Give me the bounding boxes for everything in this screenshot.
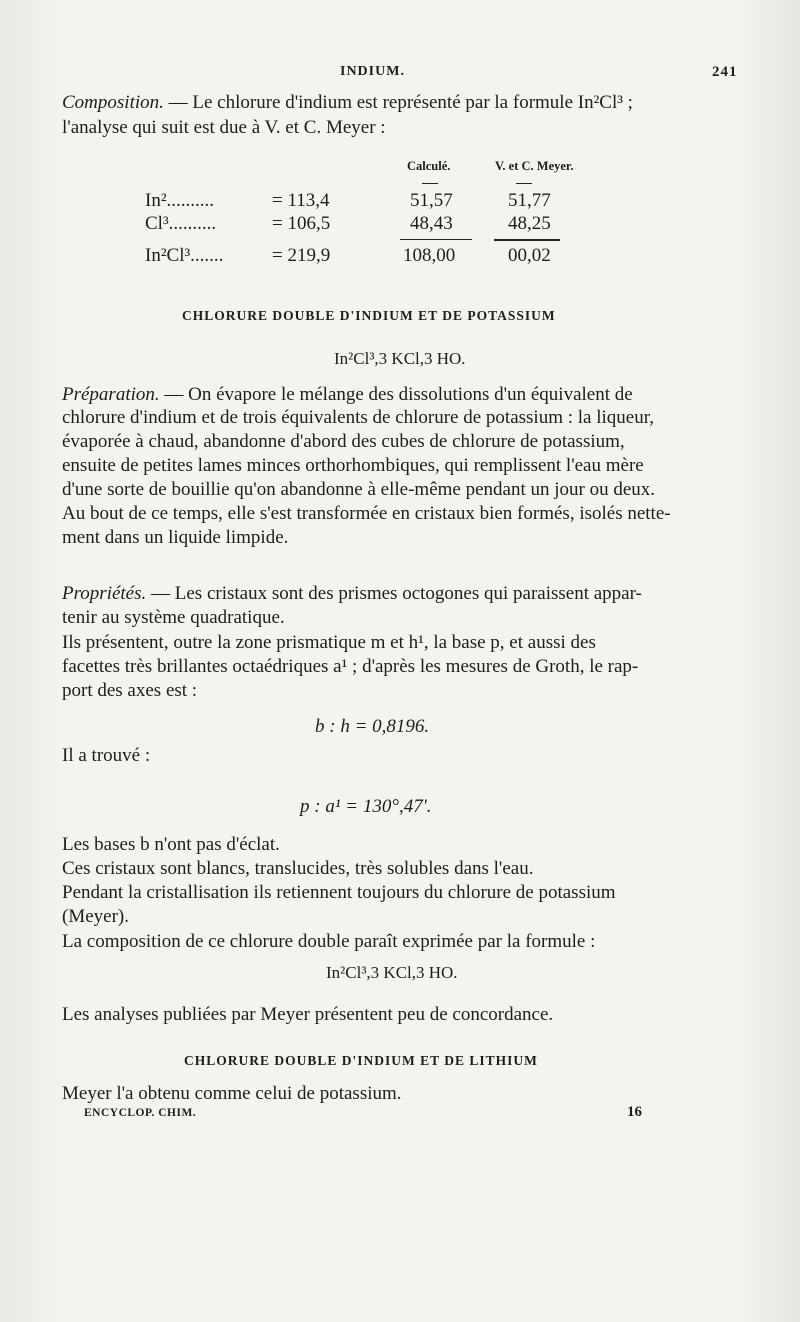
col-header-calcule: Calculé. [407, 159, 451, 173]
footer-signature: ENCYCLOP. CHIM. [84, 1107, 197, 1119]
proprietes-line-1: Propriétés. — Les cristaux sont des prismes octogones qui paraissent appar- [62, 583, 642, 604]
found-label: Il a trouvé : [62, 745, 151, 766]
preparation-line: d'une sorte de bouillie qu'on abandonne à elle-même pendant un jour ou deux. [62, 479, 656, 500]
row-calc: 51,57 [410, 190, 453, 211]
row-meyer: 51,77 [508, 190, 551, 211]
section-formula: In²Cl³,3 KCl,3 HO. [326, 963, 458, 982]
proprietes-line: Les bases b n'ont pas d'éclat. [62, 834, 280, 855]
dash-mark [422, 183, 438, 184]
axis-ratio-equation: b : h = 0,8196. [315, 716, 430, 737]
row-formula: Cl³.......... [145, 213, 217, 234]
sum-rule [400, 239, 472, 240]
section-text: Meyer l'a obtenu comme celui de potassium. [62, 1083, 402, 1104]
footer-sheet-number: 16 [627, 1104, 642, 1120]
row-eq: = 113,4 [272, 190, 330, 211]
preparation-line: ensuite de petites lames minces orthorhombiques, qui remplissent l'eau mère [62, 455, 644, 476]
angle-equation: p : a¹ = 130°,47'. [300, 796, 432, 817]
analyses-note: Les analyses publiées par Meyer présentent peu de concordance. [62, 1004, 554, 1025]
composition-line-1: Composition. — Le chlorure d'indium est représenté par la formule In²Cl³ ; [62, 92, 633, 113]
preparation-line: ment dans un liquide limpide. [62, 527, 289, 548]
proprietes-line: tenir au système quadratique. [62, 607, 285, 628]
preparation-line: Au bout de ce temps, elle s'est transformée en cristaux bien formés, isolés nette- [62, 503, 671, 524]
preparation-line: évaporée à chaud, abandonne d'abord des cubes de chlorure de potassium, [62, 431, 625, 452]
row-meyer: 48,25 [508, 213, 551, 234]
preparation-line-1: Préparation. — On évapore le mélange des dissolutions d'un équivalent de [62, 384, 633, 405]
proprietes-line: Ils présentent, outre la zone prismatique m et h¹, la base p, et aussi des [62, 632, 596, 653]
composition-heading: Composition. [62, 92, 164, 113]
proprietes-line: facettes très brillantes octaédriques a¹ ; d'après les mesures de Groth, le rap- [62, 656, 639, 677]
proprietes-line: Pendant la cristallisation ils retiennent toujours du chlorure de potassium [62, 882, 616, 903]
section-formula: In²Cl³,3 KCl,3 HO. [334, 349, 466, 368]
row-calc: 108,00 [403, 245, 456, 266]
row-formula: In²Cl³....... [145, 245, 224, 266]
proprietes-line: La composition de ce chlorure double paraît exprimée par la formule : [62, 931, 596, 952]
row-calc: 48,43 [410, 213, 453, 234]
preparation-line: chlorure d'indium et de trois équivalents de chlorure de potassium : la liqueur, [62, 407, 655, 428]
col-header-meyer: V. et C. Meyer. [495, 159, 574, 173]
dash-mark [516, 183, 532, 184]
section-title: CHLORURE DOUBLE D'INDIUM ET DE POTASSIUM [182, 308, 556, 323]
sum-rule [494, 239, 560, 241]
row-eq: = 106,5 [272, 213, 331, 234]
row-formula: In².......... [145, 190, 215, 211]
proprietes-line: (Meyer). [62, 906, 129, 927]
proprietes-line: port des axes est : [62, 680, 198, 701]
proprietes-line: Ces cristaux sont blancs, translucides, très solubles dans l'eau. [62, 858, 534, 879]
preparation-heading: Préparation. [62, 384, 160, 405]
page-number: 241 [712, 64, 738, 80]
section-title: CHLORURE DOUBLE D'INDIUM ET DE LITHIUM [184, 1053, 538, 1068]
row-meyer: 00,02 [508, 245, 551, 266]
proprietes-heading: Propriétés. [62, 583, 147, 604]
row-eq: = 219,9 [272, 245, 331, 266]
running-title: INDIUM. [340, 64, 405, 79]
composition-line-2: l'analyse qui suit est due à V. et C. Meyer : [62, 117, 386, 138]
